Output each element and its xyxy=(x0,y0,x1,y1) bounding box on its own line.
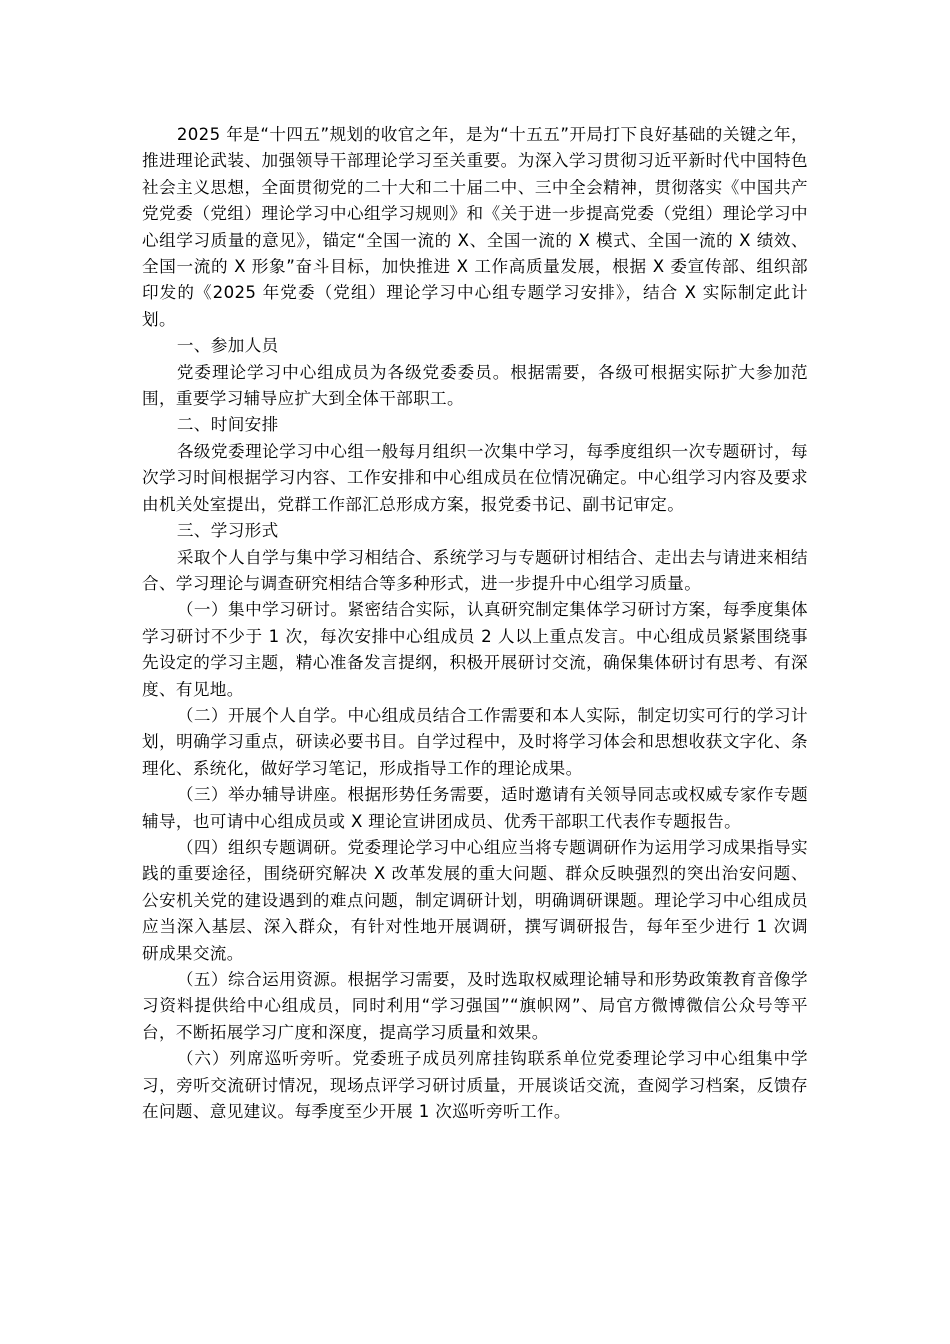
section-body-schedule: 各级党委理论学习中心组一般每月组织一次集中学习，每季度组织一次专题研讨，每次学习时间根据学习内容、工作安排和中心组成员在位情况确定。中心组学习内容及要求由机关处室提出，党群工作部汇总形成方案，报党委书记、副书记审定。 xyxy=(142,441,808,514)
document-page xyxy=(142,122,808,1125)
study-form-item-1: （一）集中学习研讨。紧密结合实际，认真研究制定集体学习研讨方案，每季度集体学习研讨不少于 1 次，每次安排中心组成员 2 人以上重点发言。中心组成员紧紧围绕事先设定的学习主题，精心准备发言提纲，积极开展研讨交流，确保集体研讨有思考、有深度、有见地。 xyxy=(142,600,808,699)
section-heading-schedule: 二、时间安排 xyxy=(176,415,279,435)
section-body-study-forms: 采取个人自学与集中学习相结合、系统学习与专题研讨相结合、走出去与请进来相结合、学习理论与调查研究相结合等多种形式，进一步提升中心组学习质量。 xyxy=(142,547,808,593)
section-heading-participants: 一、参加人员 xyxy=(176,336,279,356)
section-body-participants: 党委理论学习中心组成员为各级党委委员。根据需要，各级可根据实际扩大参加范围，重要学习辅导应扩大到全体干部职工。 xyxy=(142,362,808,409)
study-form-item-6: （六）列席巡听旁听。党委班子成员列席挂钩联系单位党委理论学习中心组集中学习，旁听交流研讨情况，现场点评学习研讨质量，开展谈话交流，查阅学习档案，反馈存在问题、意见建议。每季度至少开展 1 次巡听旁听工作。 xyxy=(142,1049,808,1122)
study-form-item-5: （五）综合运用资源。根据学习需要，及时选取权威理论辅导和形势政策教育音像学习资料提供给中心组成员，同时利用“学习强国”“旗帜网”、局官方微博微信公众号等平台，不断拓展学习广度和深度，提高学习质量和效果。 xyxy=(142,970,808,1042)
section-heading-study-forms: 三、学习形式 xyxy=(176,521,279,541)
study-form-item-3: （三）举办辅导讲座。根据形势任务需要，适时邀请有关领导同志或权威专家作专题辅导，也可请中心组成员或 X 理论宣讲团成员、优秀干部职工代表作专题报告。 xyxy=(142,785,808,831)
intro-paragraph: 2025 年是“十四五”规划的收官之年，是为“十五五”开局打下良好基础的关键之年，推进理论武装、加强领导干部理论学习至关重要。为深入学习贯彻习近平新时代中国特色社会主义思想，全面贯彻党的二十大和二十届二中、三中全会精神，贯彻落实《中国共产党党委（党组）理论学习中心组学习规则》和《关于进一步提高党委（党组）理论学习中心组学习质量的意见》，锚定“全国一流的 X、全国一流的 X 模式、全国一流的 X 绩效、全国一流的 X 形象”奋斗目标，加快推进 X 工作高质量发展，根据 X 委宣传部、组织部印发的《2025 年党委（党组）理论学习中心组专题学习安排》，结合 X 实际制定此计划。 xyxy=(142,125,808,329)
study-form-item-4: （四）组织专题调研。党委理论学习中心组应当将专题调研作为运用学习成果指导实践的重要途径，围绕研究解决 X 改革发展的重大问题、群众反映强烈的突出治安问题、公安机关党的建设遇到的难点问题，制定调研计划，明确调研课题。理论学习中心组成员应当深入基层、深入群众，有针对性地开展调研，撰写调研报告，每年至少进行 1 次调研成果交流。 xyxy=(142,837,808,963)
study-form-item-2: （二）开展个人自学。中心组成员结合工作需要和本人实际，制定切实可行的学习计划，明确学习重点，研读必要书目。自学过程中，及时将学习体会和思想收获文字化、条理化、系统化，做好学习笔记，形成指导工作的理论成果。 xyxy=(142,705,808,778)
